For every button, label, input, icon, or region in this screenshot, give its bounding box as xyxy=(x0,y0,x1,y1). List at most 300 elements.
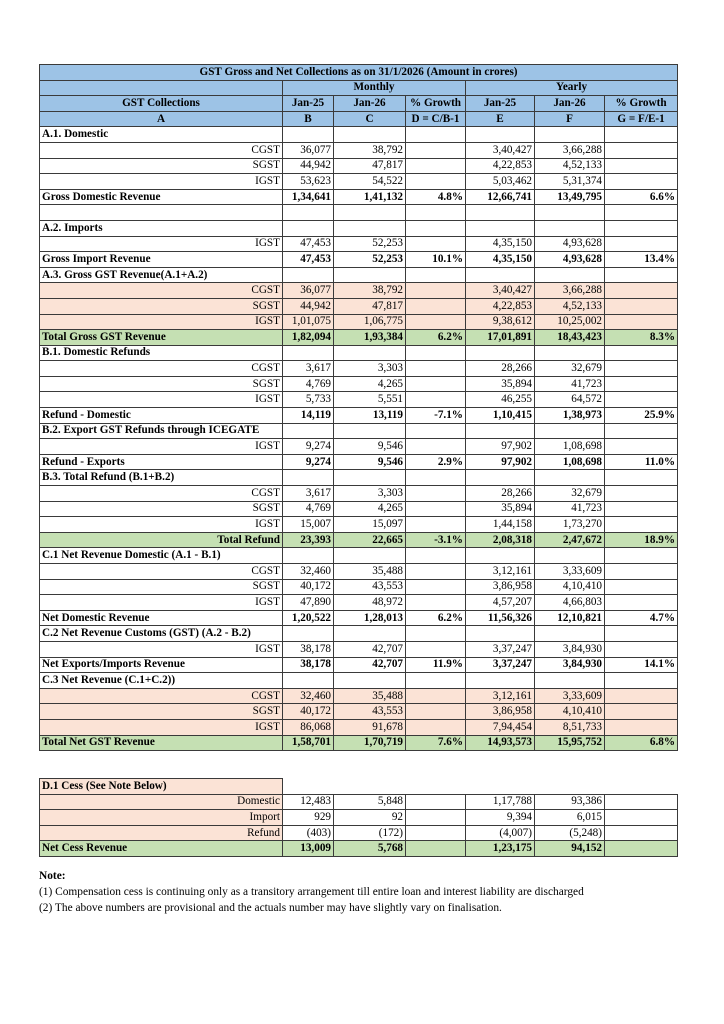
cell-c: 52,253 xyxy=(334,252,406,268)
cell-f: 41,723 xyxy=(535,501,605,517)
table-row xyxy=(40,439,678,455)
total-row xyxy=(40,408,678,424)
cell-e: 28,266 xyxy=(466,486,535,502)
cell-c: 43,553 xyxy=(334,704,406,720)
cell-c: 15,097 xyxy=(334,517,406,533)
cell-c: 42,707 xyxy=(334,641,406,657)
header-yearly: Yearly xyxy=(466,80,678,96)
table-row xyxy=(40,158,678,174)
cell-g xyxy=(605,298,678,314)
table-row xyxy=(40,236,678,252)
cell-d xyxy=(406,688,466,704)
header-col-b: Jan-25 xyxy=(283,96,334,112)
cell-b: 1,58,701 xyxy=(283,735,334,751)
cell-b: 4,769 xyxy=(283,501,334,517)
section-row xyxy=(40,127,678,143)
cell-d xyxy=(406,376,466,392)
cess-row-label: Import xyxy=(40,810,283,826)
cell-e: 3,12,161 xyxy=(466,564,535,580)
cell-c: 22,665 xyxy=(334,532,406,548)
row-label: Net Exports/Imports Revenue xyxy=(40,657,283,673)
header-letter-g: G = F/E-1 xyxy=(605,111,678,127)
cess-cell-f: 6,015 xyxy=(535,810,605,826)
cell-c xyxy=(334,127,406,143)
cell-e: 35,894 xyxy=(466,501,535,517)
cell-g: 11.0% xyxy=(605,454,678,470)
cess-total-d xyxy=(406,841,466,857)
cess-cell-g xyxy=(605,810,678,826)
cell-d: -3.1% xyxy=(406,532,466,548)
row-label: SGST xyxy=(40,158,283,174)
table-body xyxy=(40,127,678,751)
cell-f: 12,10,821 xyxy=(535,610,605,626)
cell-c: 47,817 xyxy=(334,158,406,174)
cell-g xyxy=(605,142,678,158)
cell-g xyxy=(605,486,678,502)
cell-b: 36,077 xyxy=(283,142,334,158)
cell-d xyxy=(406,142,466,158)
cell-f: 4,66,803 xyxy=(535,595,605,611)
cell-e: 3,40,427 xyxy=(466,283,535,299)
row-label: A.1. Domestic xyxy=(40,127,283,143)
row-label: SGST xyxy=(40,376,283,392)
cell-b xyxy=(283,423,334,439)
cell-g: 6.6% xyxy=(605,189,678,205)
cess-cell-c: 92 xyxy=(334,810,406,826)
cell-d xyxy=(406,704,466,720)
cell-d xyxy=(406,127,466,143)
cell-e: 1,10,415 xyxy=(466,408,535,424)
cess-cell-c: 5,848 xyxy=(334,794,406,810)
table-row xyxy=(40,517,678,533)
cell-b: 5,733 xyxy=(283,392,334,408)
cell-b xyxy=(283,548,334,564)
cell-e: 3,40,427 xyxy=(466,142,535,158)
table-row xyxy=(40,564,678,580)
cell-e: 28,266 xyxy=(466,361,535,377)
row-label: A.2. Imports xyxy=(40,220,283,236)
cess-total-c: 5,768 xyxy=(334,841,406,857)
table-row xyxy=(40,392,678,408)
cell-f: 1,08,698 xyxy=(535,439,605,455)
cell-e: 2,08,318 xyxy=(466,532,535,548)
cell-b: 15,007 xyxy=(283,517,334,533)
cell-b: 3,617 xyxy=(283,361,334,377)
cell-e: 4,35,150 xyxy=(466,252,535,268)
cell-g: 14.1% xyxy=(605,657,678,673)
cell-e xyxy=(466,470,535,486)
cell-g xyxy=(605,361,678,377)
cess-cell-b: 929 xyxy=(283,810,334,826)
cell-c: 1,28,013 xyxy=(334,610,406,626)
cell-b xyxy=(283,127,334,143)
cell-e xyxy=(466,127,535,143)
cell-c: 4,265 xyxy=(334,501,406,517)
cell-c: 4,265 xyxy=(334,376,406,392)
cess-cell-d xyxy=(406,810,466,826)
cell-g xyxy=(605,501,678,517)
cell-f: 3,33,609 xyxy=(535,688,605,704)
cell-c: 9,546 xyxy=(334,439,406,455)
cell-c xyxy=(334,267,406,283)
row-label: CGST xyxy=(40,564,283,580)
total-row xyxy=(40,252,678,268)
notes xyxy=(39,868,584,916)
table-row xyxy=(40,501,678,517)
cell-c: 42,707 xyxy=(334,657,406,673)
table-row xyxy=(40,486,678,502)
cell-b: 36,077 xyxy=(283,283,334,299)
row-label: IGST xyxy=(40,719,283,735)
header-letter-e: E xyxy=(466,111,535,127)
header-letter-c: C xyxy=(334,111,406,127)
header-col-f: Jan-26 xyxy=(535,96,605,112)
cell-f: 1,73,270 xyxy=(535,517,605,533)
cell-f xyxy=(535,423,605,439)
cell-c: 91,678 xyxy=(334,719,406,735)
cell-b: 44,942 xyxy=(283,298,334,314)
cell-f: 4,10,410 xyxy=(535,704,605,720)
cell-b xyxy=(283,345,334,361)
row-label: Gross Import Revenue xyxy=(40,252,283,268)
section-row xyxy=(40,267,678,283)
header-blank xyxy=(40,80,283,96)
cell-d xyxy=(406,501,466,517)
cell-b: 4,769 xyxy=(283,376,334,392)
cell-b: 14,119 xyxy=(283,408,334,424)
row-label: IGST xyxy=(40,439,283,455)
cell-e xyxy=(466,220,535,236)
cell-c: 1,93,384 xyxy=(334,330,406,346)
table-row xyxy=(40,719,678,735)
cell-f xyxy=(535,345,605,361)
header-letter-b: B xyxy=(283,111,334,127)
section-row xyxy=(40,673,678,689)
cell-d xyxy=(406,486,466,502)
cell-d xyxy=(406,174,466,190)
cell-e: 3,86,958 xyxy=(466,704,535,720)
cell-c xyxy=(334,626,406,642)
cell-c: 9,546 xyxy=(334,454,406,470)
cell-d: 11.9% xyxy=(406,657,466,673)
total-row xyxy=(40,610,678,626)
total-row xyxy=(40,657,678,673)
cell-g xyxy=(605,688,678,704)
cell-d: 7.6% xyxy=(406,735,466,751)
cell-f xyxy=(535,626,605,642)
cell-e: 5,03,462 xyxy=(466,174,535,190)
cell-f: 1,08,698 xyxy=(535,454,605,470)
cell-e xyxy=(466,626,535,642)
cell-b: 53,623 xyxy=(283,174,334,190)
cell-c xyxy=(334,205,406,221)
notes-title: Note: xyxy=(39,870,66,882)
cell-b: 47,453 xyxy=(283,236,334,252)
cess-row xyxy=(40,794,678,810)
cell-c xyxy=(334,423,406,439)
cell-f: 1,38,973 xyxy=(535,408,605,424)
cell-e: 97,902 xyxy=(466,439,535,455)
total-row xyxy=(40,532,678,548)
row-label: CGST xyxy=(40,283,283,299)
cess-cell-c: (172) xyxy=(334,825,406,841)
cell-e: 3,12,161 xyxy=(466,688,535,704)
cell-e xyxy=(466,205,535,221)
cell-g: 6.8% xyxy=(605,735,678,751)
cess-cell-b: (403) xyxy=(283,825,334,841)
cell-b: 1,01,075 xyxy=(283,314,334,330)
cell-e: 12,66,741 xyxy=(466,189,535,205)
cess-row-label: Domestic xyxy=(40,794,283,810)
table-row xyxy=(40,283,678,299)
total-row xyxy=(40,330,678,346)
cell-b: 40,172 xyxy=(283,704,334,720)
cell-b xyxy=(283,267,334,283)
row-label: CGST xyxy=(40,688,283,704)
cell-d xyxy=(406,314,466,330)
cell-b: 47,453 xyxy=(283,252,334,268)
section-row xyxy=(40,470,678,486)
cell-g xyxy=(605,376,678,392)
cell-f: 3,66,288 xyxy=(535,283,605,299)
cell-e: 3,86,958 xyxy=(466,579,535,595)
cell-b: 86,068 xyxy=(283,719,334,735)
cell-d xyxy=(406,641,466,657)
cell-d xyxy=(406,548,466,564)
header-col-c: Jan-26 xyxy=(334,96,406,112)
cell-f xyxy=(535,127,605,143)
note-item: (2) The above numbers are provisional and the actuals number may have slightly vary on finalisation. xyxy=(39,902,502,914)
cell-c: 3,303 xyxy=(334,361,406,377)
cell-b: 9,274 xyxy=(283,439,334,455)
cell-b: 1,20,522 xyxy=(283,610,334,626)
cell-g xyxy=(605,517,678,533)
cell-g xyxy=(605,579,678,595)
cell-g xyxy=(605,641,678,657)
cell-f: 3,33,609 xyxy=(535,564,605,580)
cell-e: 4,35,150 xyxy=(466,236,535,252)
cell-c: 1,70,719 xyxy=(334,735,406,751)
cell-d xyxy=(406,392,466,408)
note-item: (1) Compensation cess is continuing only as a transitory arrangement till entire loan and interest liability are discharged xyxy=(39,886,584,898)
cess-row-label: Refund xyxy=(40,825,283,841)
cess-cell-g xyxy=(605,825,678,841)
cess-cell-e: (4,007) xyxy=(466,825,535,841)
row-label: CGST xyxy=(40,142,283,158)
cell-d xyxy=(406,517,466,533)
section-row xyxy=(40,626,678,642)
cell-b: 32,460 xyxy=(283,688,334,704)
cell-g xyxy=(605,704,678,720)
cell-c xyxy=(334,470,406,486)
row-label: Gross Domestic Revenue xyxy=(40,189,283,205)
cell-g xyxy=(605,423,678,439)
cess-total-b: 13,009 xyxy=(283,841,334,857)
cess-total-row xyxy=(40,841,678,857)
cell-c: 35,488 xyxy=(334,564,406,580)
cell-g xyxy=(605,174,678,190)
cell-d: 10.1% xyxy=(406,252,466,268)
table-row xyxy=(40,314,678,330)
cell-f: 4,52,133 xyxy=(535,158,605,174)
cell-e xyxy=(466,345,535,361)
cell-f: 5,31,374 xyxy=(535,174,605,190)
cess-cell-g xyxy=(605,794,678,810)
cell-e: 4,22,853 xyxy=(466,158,535,174)
cell-e: 1,44,158 xyxy=(466,517,535,533)
table-row xyxy=(40,142,678,158)
cell-f xyxy=(535,470,605,486)
cell-c: 13,119 xyxy=(334,408,406,424)
cell-f: 3,66,288 xyxy=(535,142,605,158)
cell-e xyxy=(466,673,535,689)
cell-f: 32,679 xyxy=(535,361,605,377)
cell-e: 7,94,454 xyxy=(466,719,535,735)
section-row xyxy=(40,423,678,439)
cell-f: 8,51,733 xyxy=(535,719,605,735)
row-label: C.1 Net Revenue Domestic (A.1 - B.1) xyxy=(40,548,283,564)
cell-b: 9,274 xyxy=(283,454,334,470)
cell-d xyxy=(406,595,466,611)
cell-d xyxy=(406,361,466,377)
cell-b xyxy=(283,470,334,486)
cell-d xyxy=(406,220,466,236)
cell-e xyxy=(466,267,535,283)
cess-cell-b: 12,483 xyxy=(283,794,334,810)
cell-c: 1,41,132 xyxy=(334,189,406,205)
cell-f xyxy=(535,205,605,221)
section-row xyxy=(40,220,678,236)
cell-c: 43,553 xyxy=(334,579,406,595)
cess-total-e: 1,23,175 xyxy=(466,841,535,857)
header-col-d: % Growth xyxy=(406,96,466,112)
row-label: B.1. Domestic Refunds xyxy=(40,345,283,361)
row-label: A.3. Gross GST Revenue(A.1+A.2) xyxy=(40,267,283,283)
cess-table xyxy=(39,778,678,857)
cell-f xyxy=(535,548,605,564)
gst-collections-table xyxy=(39,64,678,751)
cell-c: 54,522 xyxy=(334,174,406,190)
section-row xyxy=(40,345,678,361)
cell-f: 15,95,752 xyxy=(535,735,605,751)
cell-g xyxy=(605,220,678,236)
row-label xyxy=(40,205,283,221)
header-letter-a: A xyxy=(40,111,283,127)
cell-g xyxy=(605,267,678,283)
cell-b: 3,617 xyxy=(283,486,334,502)
cell-d xyxy=(406,345,466,361)
cell-e: 3,37,247 xyxy=(466,641,535,657)
header-col-e: Jan-25 xyxy=(466,96,535,112)
cell-d xyxy=(406,564,466,580)
row-label: Refund - Domestic xyxy=(40,408,283,424)
cell-d: 6.2% xyxy=(406,610,466,626)
table-row xyxy=(40,174,678,190)
cell-c: 52,253 xyxy=(334,236,406,252)
row-label: IGST xyxy=(40,517,283,533)
row-label: Total Refund xyxy=(40,532,283,548)
cell-b: 1,82,094 xyxy=(283,330,334,346)
cell-b: 32,460 xyxy=(283,564,334,580)
cess-cell-f: (5,248) xyxy=(535,825,605,841)
cell-b: 38,178 xyxy=(283,641,334,657)
cell-d: 4.8% xyxy=(406,189,466,205)
cell-g xyxy=(605,673,678,689)
cell-d xyxy=(406,205,466,221)
cell-e: 3,37,247 xyxy=(466,657,535,673)
cell-d xyxy=(406,673,466,689)
cell-d xyxy=(406,719,466,735)
cell-f: 4,93,628 xyxy=(535,252,605,268)
row-label: IGST xyxy=(40,174,283,190)
cell-b xyxy=(283,205,334,221)
row-label: Refund - Exports xyxy=(40,454,283,470)
cell-c: 5,551 xyxy=(334,392,406,408)
table-row xyxy=(40,376,678,392)
blank-row xyxy=(40,205,678,221)
cess-cell-f: 93,386 xyxy=(535,794,605,810)
table-row xyxy=(40,361,678,377)
row-label: SGST xyxy=(40,579,283,595)
section-row xyxy=(40,548,678,564)
cell-b: 40,172 xyxy=(283,579,334,595)
cell-d xyxy=(406,236,466,252)
cell-g: 4.7% xyxy=(605,610,678,626)
row-label: IGST xyxy=(40,236,283,252)
cell-g xyxy=(605,439,678,455)
row-label: B.3. Total Refund (B.1+B.2) xyxy=(40,470,283,486)
cell-b xyxy=(283,626,334,642)
cell-f: 41,723 xyxy=(535,376,605,392)
cell-g: 13.4% xyxy=(605,252,678,268)
table-row xyxy=(40,579,678,595)
cell-g xyxy=(605,548,678,564)
cell-c xyxy=(334,345,406,361)
cell-b: 44,942 xyxy=(283,158,334,174)
cell-e: 9,38,612 xyxy=(466,314,535,330)
row-label: B.2. Export GST Refunds through ICEGATE xyxy=(40,423,283,439)
row-label: SGST xyxy=(40,298,283,314)
cell-g xyxy=(605,564,678,580)
cell-f: 3,84,930 xyxy=(535,657,605,673)
row-label: SGST xyxy=(40,501,283,517)
row-label: SGST xyxy=(40,704,283,720)
row-label: Total Net GST Revenue xyxy=(40,735,283,751)
total-row xyxy=(40,454,678,470)
row-label: IGST xyxy=(40,595,283,611)
cell-g xyxy=(605,158,678,174)
cell-f: 4,93,628 xyxy=(535,236,605,252)
cell-d xyxy=(406,626,466,642)
cell-g xyxy=(605,314,678,330)
table-row xyxy=(40,688,678,704)
cess-title-row xyxy=(40,779,678,795)
table-row xyxy=(40,641,678,657)
cell-b: 23,393 xyxy=(283,532,334,548)
cell-g xyxy=(605,595,678,611)
cell-f: 3,84,930 xyxy=(535,641,605,657)
cell-c: 1,06,775 xyxy=(334,314,406,330)
cell-f: 4,10,410 xyxy=(535,579,605,595)
cell-f xyxy=(535,673,605,689)
cess-cell-d xyxy=(406,794,466,810)
cell-e: 35,894 xyxy=(466,376,535,392)
cess-total-f: 94,152 xyxy=(535,841,605,857)
row-label: IGST xyxy=(40,641,283,657)
cell-e xyxy=(466,423,535,439)
cell-c: 38,792 xyxy=(334,142,406,158)
cell-b xyxy=(283,673,334,689)
